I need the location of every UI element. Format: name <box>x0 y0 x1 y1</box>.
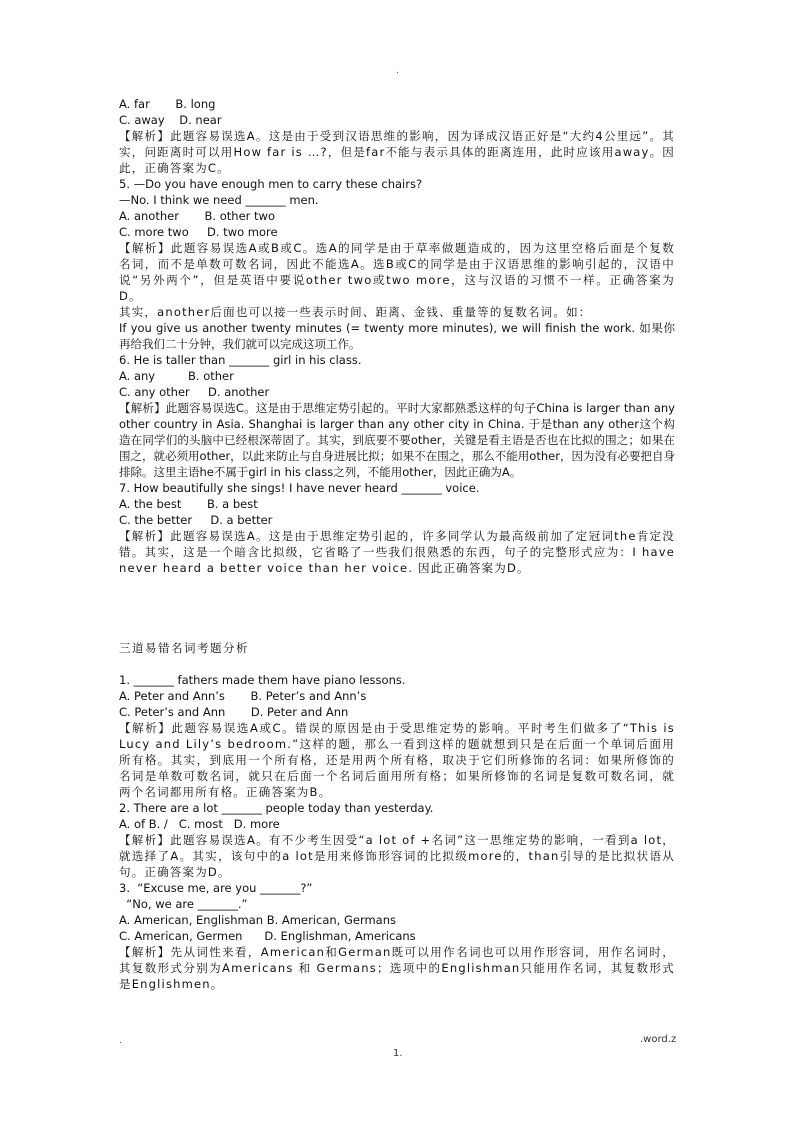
page-number: 1. <box>393 1048 403 1059</box>
example-paragraph: If you give us another twenty minutes (= twenty more minutes), we will finish the work. 如果你再给我们二十分钟，我们就可以完成这项工作。 <box>119 321 675 351</box>
question-line: —No. I think we need _______ men. <box>119 193 319 207</box>
question-line: 2. There are a lot _______ people today than yesterday. <box>119 801 434 815</box>
option-line: A. American, Englishman B. American, Germans <box>119 913 397 927</box>
option-line: A. any B. other <box>119 369 234 383</box>
option-line: C. more two D. two more <box>119 225 278 239</box>
question-line: “No, we are _______.” <box>119 897 248 911</box>
section-title: 三道易错名词考题分析 <box>119 641 249 655</box>
analysis-paragraph: 【解析】此题容易误选A。这是由于思维定势引起的，许多同学认为最高级前加了定冠词the肯定没错。其实，这是一个暗含比拟级，它省略了一些我们很熟悉的东西，句子的完整形式应为：I have never heard a better voice than her voice. 因此正确答案为D。 <box>119 529 675 575</box>
option-line: C. away D. near <box>119 113 222 127</box>
question-line: 7. How beautifully she sings! I have never heard _______ voice. <box>119 481 480 495</box>
footer-watermark: .word.z <box>640 1034 677 1045</box>
question-line: 5. —Do you have enough men to carry these chairs? <box>119 177 423 191</box>
analysis-paragraph: 【解析】此题容易误选A。这是由于受到汉语思维的影响，因为译成汉语正好是“大约4公里远”。其实，问距离时可以用How far is …?，但是far不能与表示具体的距离连用，此时应该用away。因此，正确答案为C。 <box>119 129 675 175</box>
analysis-paragraph: 【解析】此题容易误选A或B或C。选A的同学是由于草率做题造成的，因为这里空格后面是个复数名词，而不是单数可数名词，因此不能选A。选B或C的同学是由于汉语思维的影响引起的，汉语中说“另外两个”，但是英语中要说other two或two more，这与汉语的习惯不一样。正确答案为D。 <box>119 241 675 303</box>
option-line: A. far B. long <box>119 97 216 111</box>
option-line: A. Peter and Ann’s B. Peter’s and Ann’s <box>119 689 367 703</box>
question-line: 6. He is taller than _______ girl in his class. <box>119 353 362 367</box>
document-body <box>119 96 675 992</box>
analysis-paragraph: 【解析】此题容易误选C。这是由于思维定势引起的。平时大家都熟悉这样的句子China is larger than any other country in Asia. Shanghai is larger than any other city in China. 于是than any other这个构造在同学们的头脑中已经根深蒂固了。其实，到底要不要other，关键是看主语是否也在比拟的围之；如果在围之，就必须用other，以此来防止与自身进展比拟；如果不在围之，那么不能用other，因为没有必要把自身排除。这里主语he不属于girl in his class之列，不能用other，因此正确为A。 <box>119 401 675 479</box>
option-line: C. the better D. a better <box>119 513 273 527</box>
footer-dot: . <box>119 1036 122 1046</box>
question-line: 1. _______ fathers made them have piano lessons. <box>119 673 406 687</box>
analysis-paragraph: 【解析】此题容易误选A或C。错误的原因是由于受思维定势的影响。平时考生们做多了“This is Lucy and Lily’s bedroom.”这样的题，那么一看到这样的题就想到只是在后面一个单词后面用所有格。其实，到底用一个所有格，还是用两个所有格，取决于它们所修饰的名词：如果所修饰的名词是单数可数名词，就只在后面一个名词后面用所有格；如果所修饰的名词是复数可数名词，就两个名词都用所有格。正确答案为B。 <box>119 721 675 799</box>
option-line: C. Peter’s and Ann D. Peter and Ann <box>119 705 349 719</box>
header-dot: . <box>396 66 399 76</box>
analysis-paragraph: 【解析】先从词性来看，American和German既可以用作名词也可以用作形容词，用作名词时，其复数形式分别为Americans 和 Germans；选项中的Englishman只能用作名词，其复数形式是Englishmen。 <box>119 945 675 991</box>
analysis-paragraph: 【解析】此题容易误选A。有不少考生因受“a lot of +名词”这一思维定势的影响，一看到a lot，就选择了A。其实，该句中的a lot是用来修饰形容词的比拟级more的，than引导的是比拟状语从句。正确答案为D。 <box>119 833 675 879</box>
option-line: A. of B. / C. most D. more <box>119 817 280 831</box>
option-line: C. any other D. another <box>119 385 270 399</box>
option-line: C. American, Germen D. Englishman, Americans <box>119 929 416 943</box>
question-line: 3. “Excuse me, are you _______?” <box>119 881 313 895</box>
note-paragraph: 其实，another后面也可以接一些表示时间、距离、金钱、重量等的复数名词。如： <box>119 305 592 319</box>
option-line: A. another B. other two <box>119 209 275 223</box>
option-line: A. the best B. a best <box>119 497 258 511</box>
